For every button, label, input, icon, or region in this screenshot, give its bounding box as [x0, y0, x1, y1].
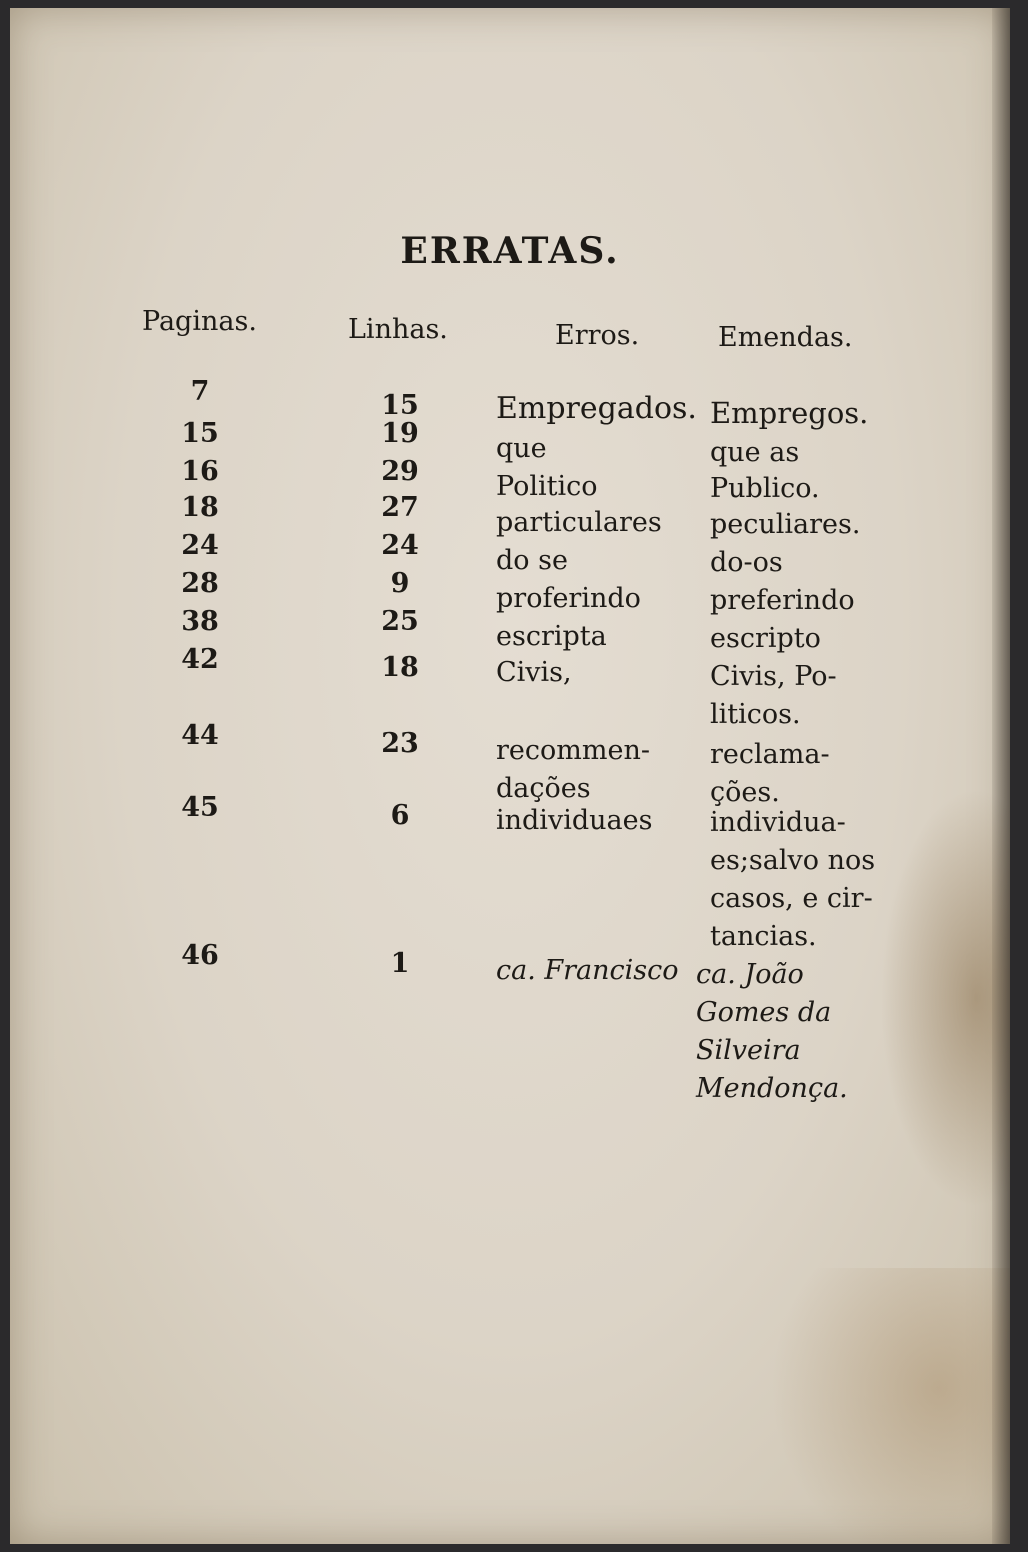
- emenda-text: Civis, Po-liticos.: [710, 661, 837, 730]
- erro-text: do se: [496, 545, 568, 576]
- pagina-number: 7: [190, 376, 210, 407]
- pagina-number: 18: [181, 492, 219, 523]
- pagina-number: 45: [181, 792, 219, 823]
- emenda-text: preferindo: [710, 585, 855, 616]
- linha-number: 27: [381, 492, 419, 523]
- linha-number: 29: [381, 456, 419, 487]
- pagina-number: 42: [181, 644, 219, 675]
- linha-number: 25: [381, 606, 419, 637]
- pagina-number: 28: [181, 568, 219, 599]
- erro-text: proferindo: [496, 583, 641, 614]
- linha-number: 6: [390, 800, 410, 831]
- header-erros: Erros.: [555, 320, 640, 351]
- linha-number: 9: [390, 568, 410, 599]
- pagina-number: 44: [181, 720, 219, 751]
- erro-text: ca. Francisco: [496, 955, 679, 986]
- emenda-text: que as: [710, 437, 800, 468]
- water-stain: [880, 788, 1010, 1208]
- header-linhas: Linhas.: [348, 314, 448, 345]
- erro-text: recommen-dações: [496, 735, 650, 804]
- linha-number: 18: [381, 652, 419, 683]
- header-emendas: Emendas.: [718, 322, 853, 353]
- pagina-number: 24: [181, 530, 219, 561]
- erro-text: Politico: [496, 471, 598, 502]
- erro-text: particulares: [496, 507, 662, 538]
- emenda-text: Empregos.: [710, 396, 869, 430]
- erro-text: Empregados.: [496, 391, 697, 426]
- emenda-text: peculiares.: [710, 509, 861, 540]
- emenda-text: escripto: [710, 623, 821, 654]
- erro-text: que: [496, 433, 547, 464]
- linha-number: 15: [381, 390, 419, 421]
- pagina-number: 46: [181, 940, 219, 971]
- erro-text: Civis,: [496, 657, 572, 688]
- erro-text: escripta: [496, 621, 607, 652]
- emenda-text: Publico.: [710, 473, 820, 504]
- water-stain-lower: [770, 1268, 1010, 1544]
- book-page: [10, 8, 1010, 1544]
- linha-number: 24: [381, 530, 419, 561]
- linha-number: 1: [390, 948, 410, 979]
- pagina-number: 16: [181, 456, 219, 487]
- emenda-text: ca. João Gomes da Silveira Mendonça.: [696, 959, 848, 1104]
- emenda-text: individua-es;salvo nos casos, e cir-tancias.: [710, 807, 876, 952]
- emenda-text: do-os: [710, 547, 783, 578]
- erro-text: individuaes: [496, 805, 653, 836]
- pagina-number: 38: [181, 606, 219, 637]
- header-paginas: Paginas.: [142, 306, 257, 337]
- linha-number: 19: [381, 418, 419, 449]
- pagina-number: 15: [181, 418, 219, 449]
- errata-title: ERRATAS.: [400, 230, 620, 272]
- linha-number: 23: [381, 728, 419, 759]
- emenda-text: reclama-ções.: [710, 739, 830, 808]
